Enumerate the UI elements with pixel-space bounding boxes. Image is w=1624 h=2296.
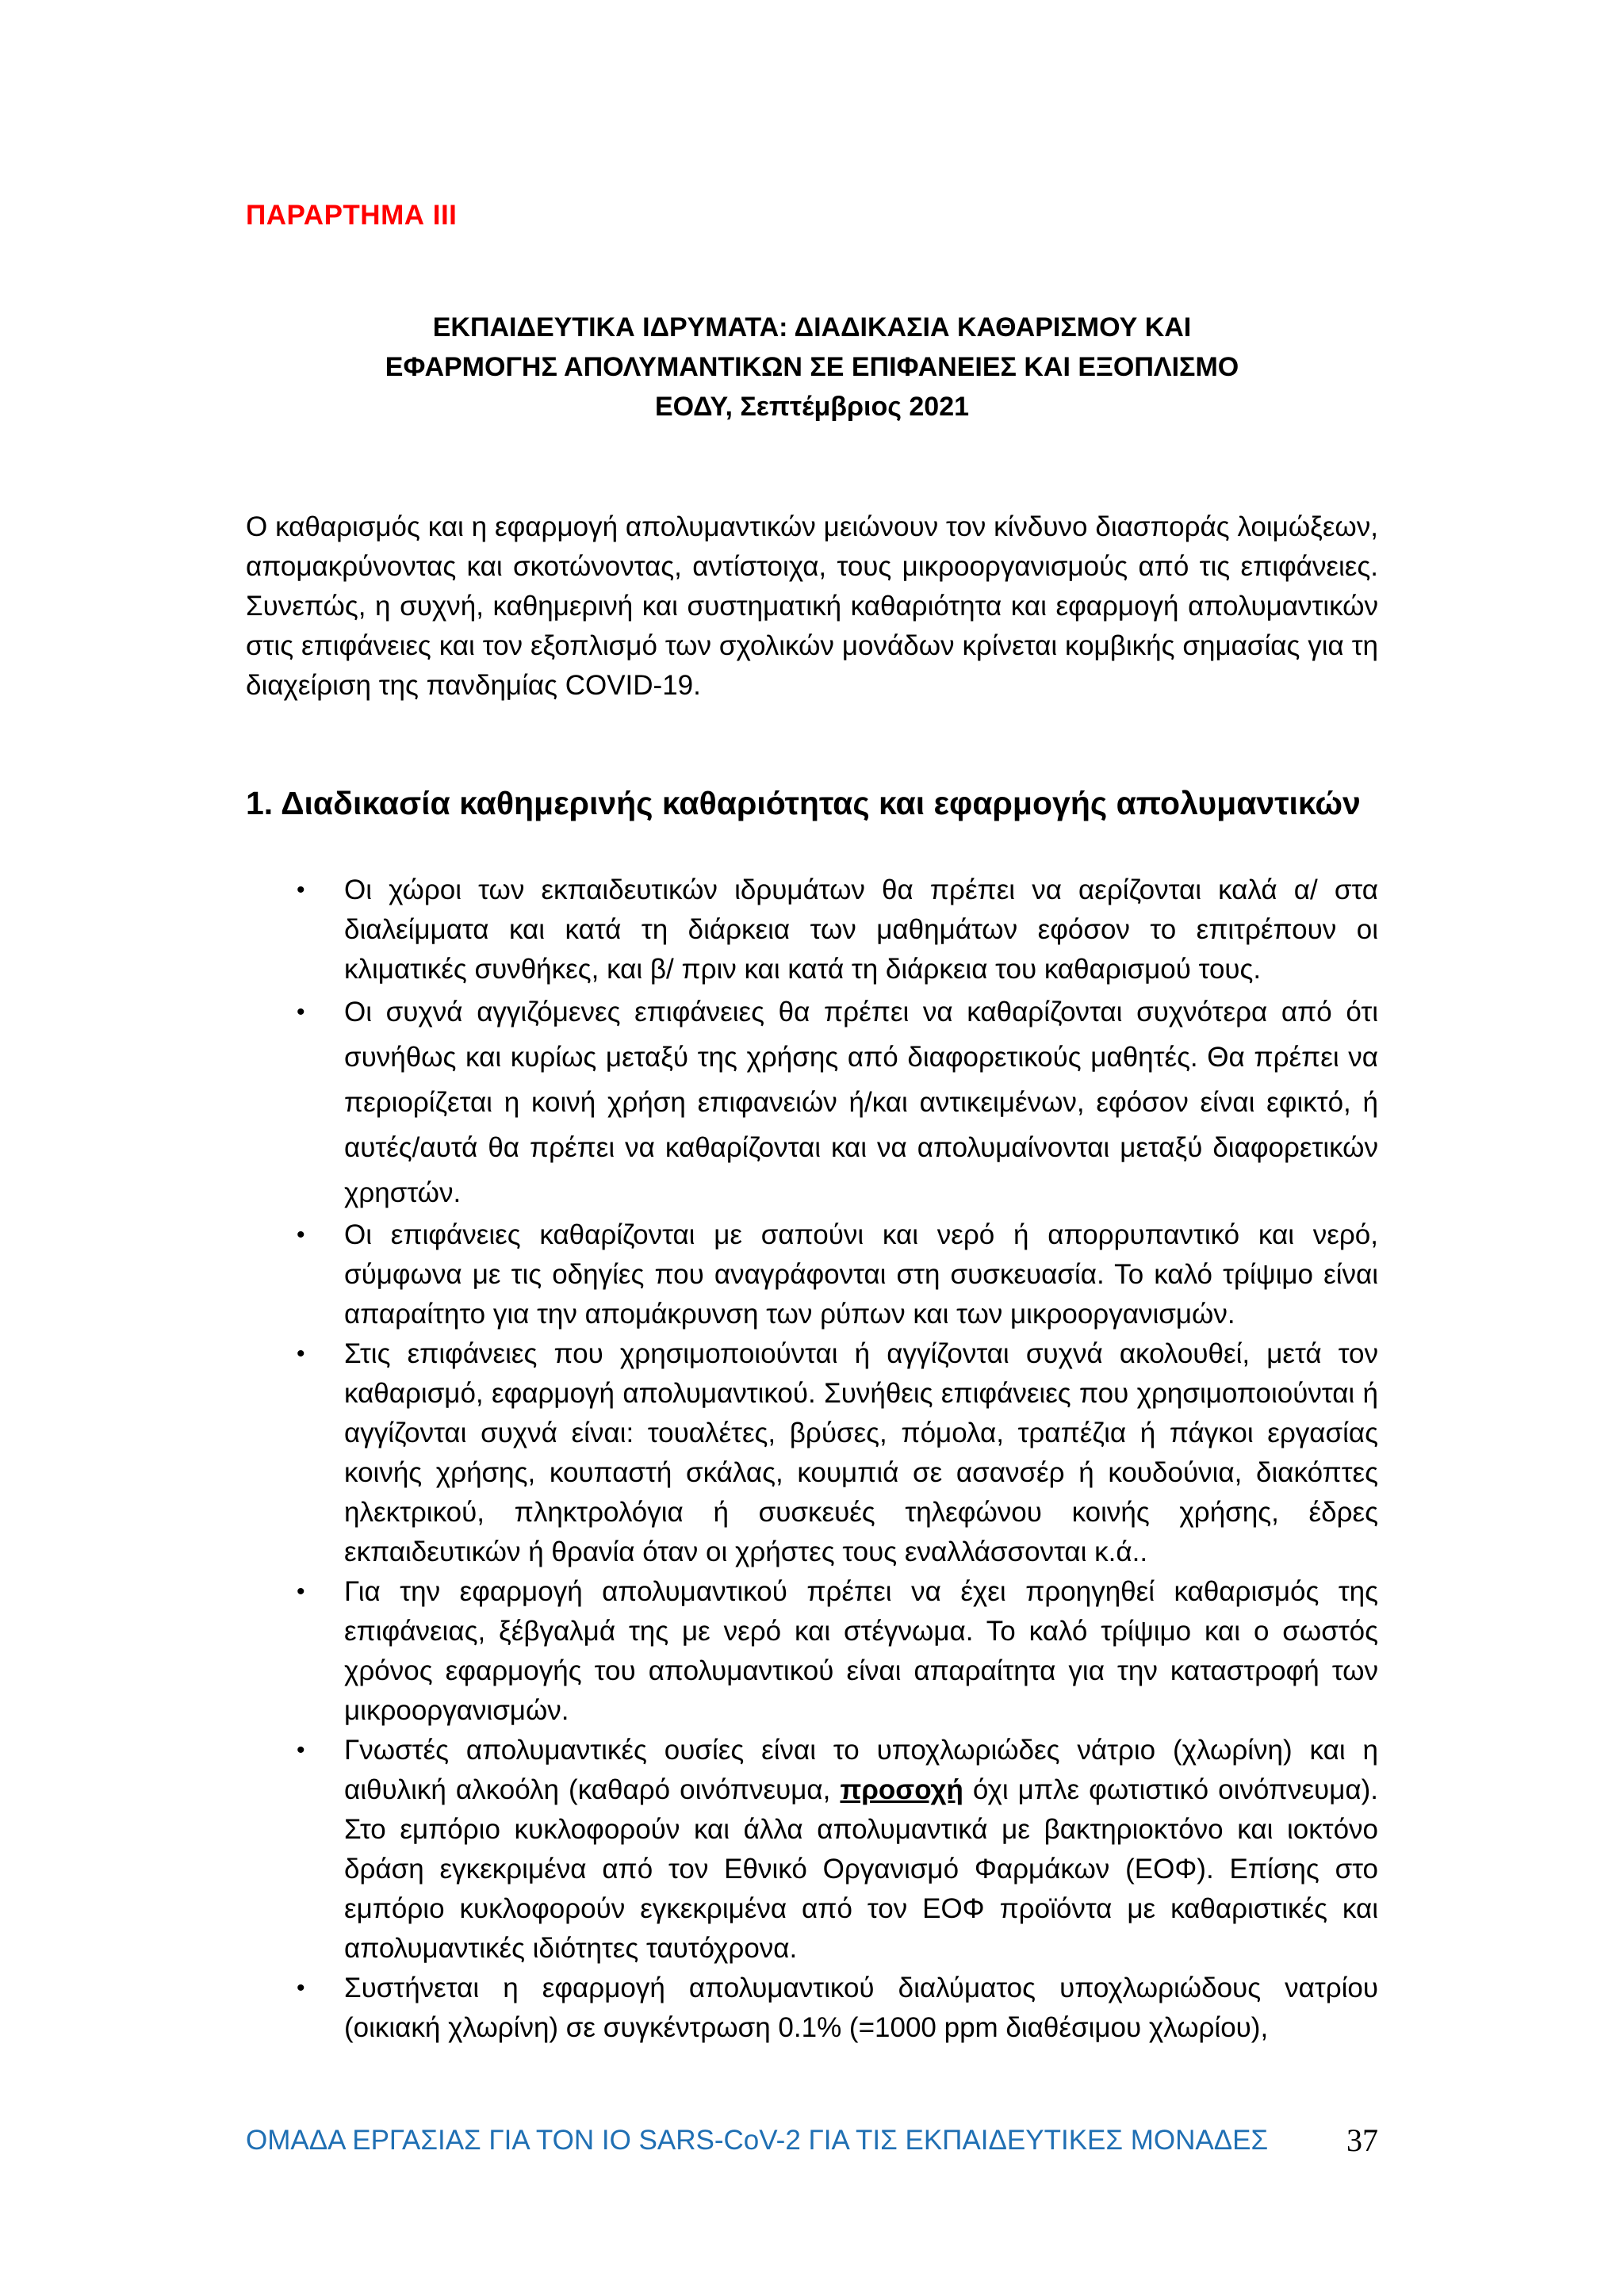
list-item	[246, 1334, 1378, 1572]
bullet-text: Οι συχνά αγγιζόμενες επιφάνειες θα πρέπει να καθαρίζονται συχνότερα από ότι συνήθως και κυρίως μεταξύ της χρήσης από διαφορετικούς μαθητές. Θα πρέπει να περιορίζεται η κοινή χρήση επιφανειών ή/και αντικειμένων, εφόσον είναι εφικτό, ή αυτές/αυτά θα πρέπει να καθαρίζονται και να απολυμαίνονται μεταξύ διαφορετικών χρηστών.	[344, 997, 1378, 1208]
bullet-text: Οι επιφάνειες καθαρίζονται με σαπούνι και νερό ή απορρυπαντικό και νερό, σύμφωνα με τις οδηγίες που αναγράφονται στη συσκευασία. Το καλό τρίψιμο είναι απαραίτητο για την απομάκρυνση των ρύπων και των μικροοργανισμών.	[344, 1219, 1378, 1330]
section-1-heading: 1. Διαδικασία καθημερινής καθαριότητας και εφαρμογής απολυμαντικών	[246, 785, 1361, 821]
title-line-1: ΕΚΠΑΙΔΕΥΤΙΚΑ ΙΔΡΥΜΑΤΑ: ΔΙΑΔΙΚΑΣΙΑ ΚΑΘΑΡΙΣΜΟΥ ΚΑΙ	[432, 312, 1192, 342]
annex-label: ΠΑΡΑΡΤΗΜΑ ΙΙΙ	[246, 200, 458, 231]
section-1-bullet-list	[246, 871, 1378, 2048]
bullet-text-start: Γνωστές απολυμαντικές ουσίες είναι το υποχλωριώδες νάτριο (χλωρίνη) και η αιθυλική αλκοόλη (καθαρό οινόπνευμα,	[344, 1735, 1378, 1805]
list-item	[246, 871, 1378, 989]
bullet-text	[344, 1731, 1378, 1969]
list-item	[246, 1731, 1378, 1969]
title-line-2: ΕΦΑΡΜΟΓΗΣ ΑΠΟΛΥΜΑΝΤΙΚΩΝ ΣΕ ΕΠΙΦΑΝΕΙΕΣ ΚΑΙ ΕΞΟΠΛΙΣΜΟ	[385, 352, 1239, 382]
intro-paragraph: Ο καθαρισμός και η εφαρμογή απολυμαντικών μειώνουν τον κίνδυνο διασποράς λοιμώξεων, απομακρύνοντας και σκοτώνοντας, αντίστοιχα, τους μικροοργανισμούς από τις επιφάνειες. Συνεπώς, η συχνή, καθημερινή και συστηματική καθαριότητα και εφαρμογή απολυμαντικών στις επιφάνειες και τον εξοπλισμό των σχολικών μονάδων κρίνεται κομβικής σημασίας για τη διαχείριση της πανδημίας COVID-19.	[246, 511, 1378, 701]
title-line-3: ΕΟΔΥ, Σεπτέμβριος 2021	[654, 392, 970, 422]
list-item	[246, 1969, 1378, 2048]
bullet-icon: •	[297, 1975, 305, 2001]
bullet-text: Οι χώροι των εκπαιδευτικών ιδρυμάτων θα πρέπει να αερίζονται καλά α/ στα διαλείμματα και κατά τη διάρκεια των μαθημάτων εφόσον το επιτρέπουν οι κλιματικές συνθήκες, και β/ πριν και κατά τη διάρκεια του καθαρισμού τους.	[344, 874, 1378, 985]
bullet-icon: •	[297, 1222, 305, 1248]
document-title	[246, 308, 1378, 427]
emphasis-warning: προσοχή	[840, 1774, 963, 1805]
list-item	[246, 989, 1378, 1215]
bullet-icon: •	[297, 1578, 305, 1605]
list-item	[246, 1215, 1378, 1334]
footer-text: ΟΜΑΔΑ ΕΡΓΑΣΙΑΣ ΓΙΑ ΤΟΝ ΙΟ SARS-CoV-2 ΓΙΑ ΤΙΣ ΕΚΠΑΙΔΕΥΤΙΚΕΣ ΜΟΝΑΔΕΣ	[246, 2125, 1269, 2156]
bullet-icon: •	[297, 1737, 305, 1763]
bullet-icon: •	[297, 999, 305, 1025]
page-number: 37	[1346, 2122, 1378, 2158]
bullet-text: Συστήνεται η εφαρμογή απολυμαντικού διαλύματος υποχλωριώδους νατρίου (οικιακή χλωρίνη) σε συγκέντρωση 0.1% (=1000 ppm διαθέσιμου χλωρίου),	[344, 1973, 1378, 2043]
list-item	[246, 1572, 1378, 1731]
page-footer	[246, 2122, 1378, 2164]
bullet-text: Για την εφαρμογή απολυμαντικού πρέπει να έχει προηγηθεί καθαρισμός της επιφάνειας, ξέβγαλμά της με νερό και στέγνωμα. Το καλό τρίψιμο και ο σωστός χρόνος εφαρμογής του απολυμαντικού είναι απαραίτητα για την καταστροφή των μικροοργανισμών.	[344, 1576, 1378, 1726]
bullet-icon: •	[297, 1341, 305, 1367]
bullet-text: Στις επιφάνειες που χρησιμοποιούνται ή αγγίζονται συχνά ακολουθεί, μετά τον καθαρισμό, εφαρμογή απολυμαντικού. Συνήθεις επιφάνειες που χρησιμοποιούνται ή αγγίζονται συχνά είναι: τουαλέτες, βρύσες, πόμολα, τραπέζια ή πάγκοι εργασίας κοινής χρήσης, κουπαστή σκάλας, κουμπιά σε ασανσέρ ή κουδούνια, διακόπτες ηλεκτρικού, πληκτρολόγια ή συσκευές τηλεφώνου κοινής χρήσης, έδρες εκπαιδευτικών ή θρανία όταν οι χρήστες τους εναλλάσσονται κ.ά..	[344, 1338, 1378, 1567]
bullet-text-end: όχι μπλε φωτιστικό οινόπνευμα). Στο εμπόριο κυκλοφορούν και άλλα απολυμαντικά με βακτηριοκτόνο και ιοκτόνο δράση εγκεκριμένα από τον Εθνικό Οργανισμό Φαρμάκων (ΕΟΦ). Επίσης στο εμπόριο κυκλοφορούν εγκεκριμένα από τον ΕΟΦ προϊόντα με καθαριστικές και απολυμαντικές ιδιότητες ταυτόχρονα.	[344, 1774, 1378, 1964]
bullet-icon: •	[297, 877, 305, 903]
